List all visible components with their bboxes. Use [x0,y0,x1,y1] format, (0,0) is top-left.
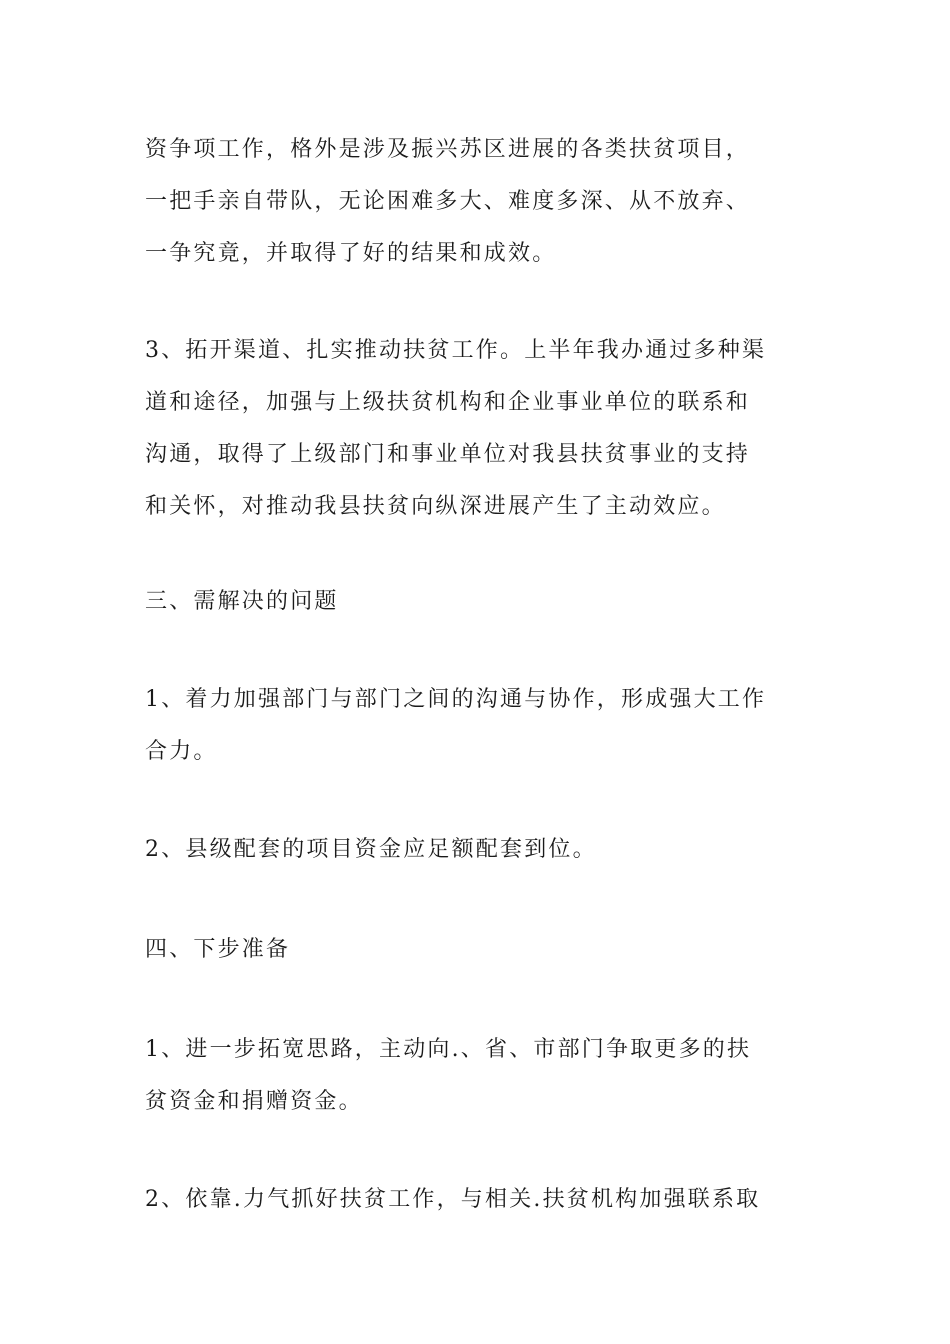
text-line: 贫资金和捐赠资金。 [145,1089,363,1114]
text-line: 道和途径，加强与上级扶贫机构和企业事业单位的联系和 [145,390,751,415]
text-line: 一争究竟，并取得了好的结果和成效。 [145,241,557,266]
text-line: 2、县级配套的项目资金应足额配套到位。 [145,837,597,862]
section-heading-issues [145,576,810,628]
text-line: 合力。 [145,739,218,764]
text-line: 资争项工作，格外是涉及振兴苏区进展的各类扶贫项目， [145,137,751,162]
paragraph-next-step-1 [145,1024,810,1128]
text-line: 沟通，取得了上级部门和事业单位对我县扶贫事业的支持 [145,442,751,467]
text-line: 三、需解决的问题 [145,589,339,614]
section-heading-next-steps [145,924,810,976]
text-line: 3、拓开渠道、扎实推动扶贫工作。上半年我办通过多种渠 [145,338,767,363]
text-line: 一把手亲自带队，无论困难多大、难度多深、从不放弃、 [145,189,751,214]
paragraph-expand-channels [145,325,810,533]
text-line: 2、依靠.力气抓好扶贫工作，与相关.扶贫机构加强联系取 [145,1187,761,1212]
paragraph-issue-2 [145,824,810,876]
text-line: 1、着力加强部门与部门之间的沟通与协作，形成强大工作 [145,687,767,712]
text-line: 四、下步准备 [145,937,291,962]
paragraph-issue-1 [145,674,810,778]
text-line: 和关怀，对推动我县扶贫向纵深进展产生了主动效应。 [145,494,726,519]
text-line: 1、进一步拓宽思路，主动向.、省、市部门争取更多的扶 [145,1037,752,1062]
paragraph-next-step-2 [145,1174,810,1226]
paragraph-project-funding-continued [145,124,810,280]
